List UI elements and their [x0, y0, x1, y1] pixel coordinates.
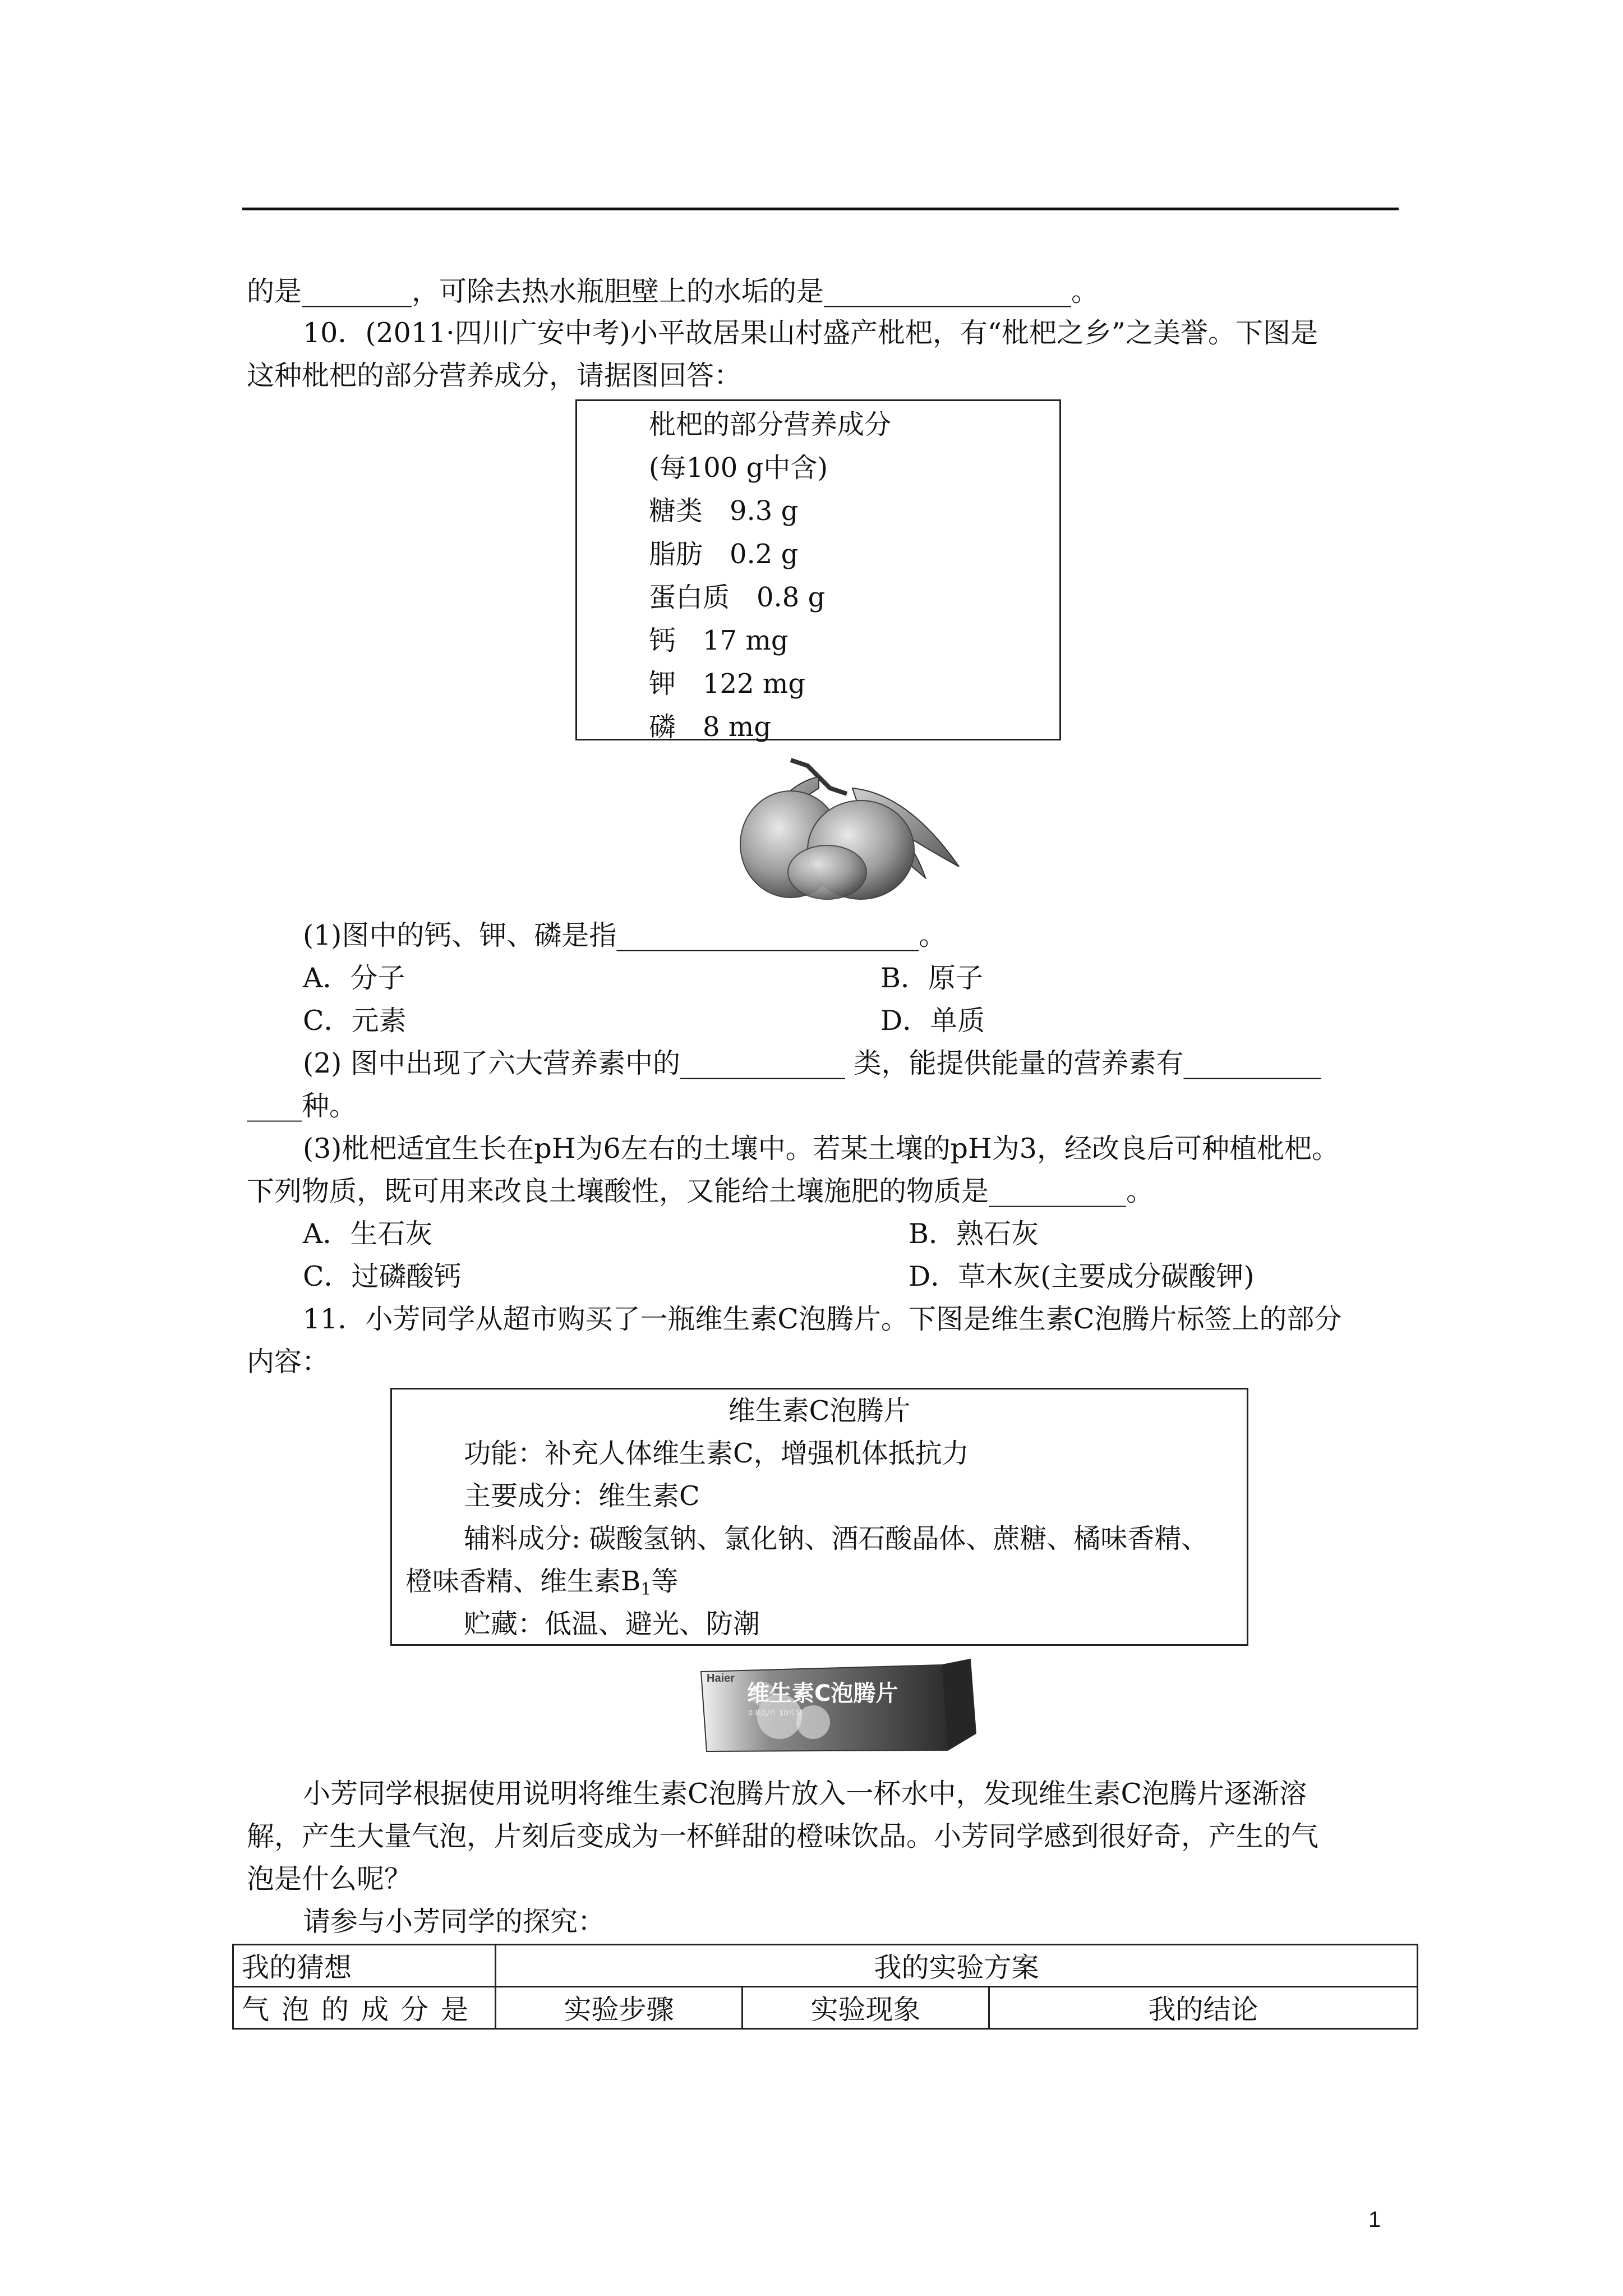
- nutrition-basis: (每100 g中含): [649, 452, 828, 484]
- package-name: 维生素C泡腾片: [747, 1681, 898, 1706]
- nutrition-title: 枇杷的部分营养成分: [649, 409, 892, 440]
- q11-intro-line1: 11．小芳同学从超市购买了一瓶维生素C泡腾片。下图是维生素C泡腾片标签上的部分: [303, 1303, 1342, 1335]
- label-main-ingredient: 主要成分：维生素C: [464, 1480, 700, 1512]
- nutrition-protein: 蛋白质 0.8 g: [649, 582, 826, 613]
- header-conclusion: 我的结论: [989, 1987, 1418, 2029]
- continued-line: 的是________，可除去热水瓶胆壁上的水垢的是__________________。: [247, 275, 1099, 307]
- nutrition-calcium: 钙 17 mg: [649, 625, 789, 656]
- q10-part3-option-d: D．草木灰(主要成分碳酸钾): [909, 1260, 1255, 1292]
- package-spec: 0.8克/片 10片装: [748, 1709, 803, 1718]
- q10-part2-line2: ____种。: [247, 1090, 357, 1122]
- q11-paragraph-line3: 泡是什么呢？: [247, 1863, 412, 1895]
- q10-part1-option-c: C．元素: [303, 1005, 407, 1037]
- page-number: 1: [1368, 2207, 1381, 2232]
- q11-intro-line2: 内容：: [247, 1346, 330, 1378]
- header-steps: 实验步骤: [496, 1987, 743, 2029]
- table-row: [233, 1945, 1418, 1987]
- nutrition-phosphorus: 磷 8 mg: [649, 711, 772, 743]
- q10-part3-option-b: B．熟石灰: [909, 1218, 1039, 1250]
- q10-part1: (1)图中的钙、钾、磷是指______________________。: [303, 919, 947, 951]
- nutrition-sugar: 糖类 9.3 g: [649, 495, 799, 527]
- label-function: 功能：补充人体维生素C，增强机体抵抗力: [464, 1438, 969, 1469]
- vitamin-label-box: [390, 1388, 1248, 1646]
- q10-intro-line2: 这种枇杷的部分营养成分，请据图回答：: [247, 360, 742, 392]
- q10-part1-option-d: D．单质: [880, 1005, 985, 1037]
- nutrition-box: [575, 399, 1061, 743]
- header-plan: 我的实验方案: [496, 1945, 1418, 1987]
- label-auxiliary-line2: 橙味香精、维生素$B_1$等: [405, 1566, 679, 1599]
- q11-paragraph-line2: 解，产生大量气泡，片刻后变成为一杯鲜甜的橙味饮品。小芳同学感到很好奇，产生的气: [247, 1820, 1319, 1852]
- header-guess: 我的猜想: [233, 1945, 496, 1987]
- q10-part3-line2: 下列物质，既可用来改良土壤酸性，又能给土壤施肥的物质是__________。: [247, 1175, 1154, 1207]
- package-brand: Haier: [707, 1672, 735, 1685]
- q10-part3-option-a: A．生石灰: [303, 1218, 433, 1250]
- q10-intro-line1: 10．(2011·四川广安中考)小平故居果山村盛产枇杷，有“枇杷之乡”之美誉。下图是: [303, 317, 1318, 349]
- cell-guess: 气泡的成分是: [233, 1987, 496, 2029]
- q10-part2-line1: (2) 图中出现了六大营养素中的____________ 类，能提供能量的营养素有__________: [303, 1047, 1321, 1079]
- label-storage: 贮藏：低温、避光、防潮: [464, 1608, 760, 1640]
- loquat-illustration: [723, 754, 970, 900]
- q10-part3-line1: (3)枇杷适宜生长在pH为6左右的土壤中。若某土壤的pH为3，经改良后可种植枇杷。: [303, 1133, 1339, 1165]
- table-row: [233, 1987, 1418, 2029]
- q11-paragraph-line1: 小芳同学根据使用说明将维生素C泡腾片放入一杯水中，发现维生素C泡腾片逐渐溶: [303, 1778, 1307, 1810]
- q11-prompt: 请参与小芳同学的探究：: [303, 1906, 606, 1938]
- q10-part3-option-c: C．过磷酸钙: [303, 1260, 462, 1292]
- nutrition-fat: 脂肪 0.2 g: [649, 539, 799, 570]
- q10-part1-option-b: B．原子: [880, 962, 984, 994]
- label-auxiliary-line1: 辅料成分: 碳酸氢钠、氯化钠、酒石酸晶体、蔗糖、橘味香精、: [464, 1523, 1209, 1554]
- nutrition-potassium: 钾 122 mg: [649, 668, 806, 700]
- vitamin-package-illustration: [695, 1655, 998, 1756]
- q10-part1-option-a: A．分子: [303, 962, 405, 994]
- label-title: 维生素C泡腾片: [728, 1395, 911, 1427]
- experiment-table: [232, 1944, 1418, 2030]
- header-rule: [242, 208, 1399, 210]
- header-observation: 实验现象: [743, 1987, 989, 2029]
